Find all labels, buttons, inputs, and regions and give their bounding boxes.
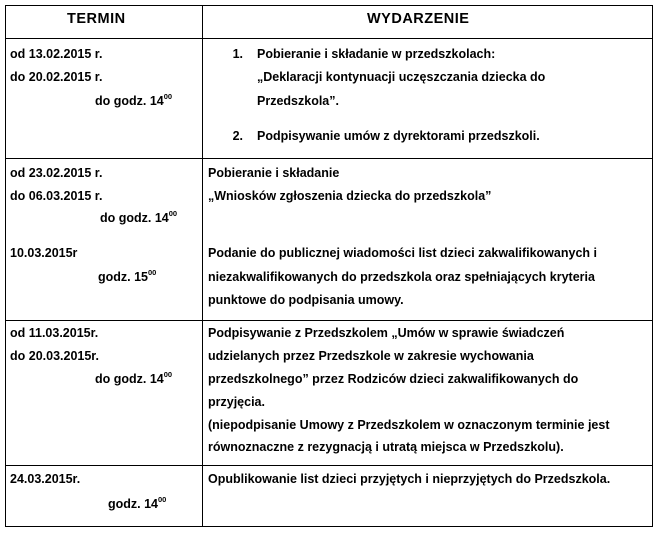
header-termin: TERMIN	[67, 11, 126, 27]
date-to: do 06.03.2015 r.	[10, 189, 103, 203]
row-divider	[5, 465, 653, 466]
event-line: Pobieranie i składanie	[208, 166, 340, 180]
deadline-time: do godz. $14^{00}$	[95, 92, 173, 108]
table-border-top	[5, 5, 653, 6]
publication-time: godz. $14^{00}$	[108, 495, 167, 511]
deadline-time: do godz. $14^{00}$	[100, 209, 178, 225]
table-border-bottom	[5, 526, 653, 527]
event-line: przedszkolnego” przez Rodziców dzieci zakwalifikowanych do	[208, 372, 579, 386]
event-line: „Deklaracji kontynuacji uczęszczania dziecka do	[257, 70, 546, 84]
deadline-time: do godz. $14^{00}$	[95, 370, 173, 386]
table-border-right	[652, 5, 653, 527]
date-from: od 23.02.2015 r.	[10, 166, 103, 180]
event-line: punktowe do podpisania umowy.	[208, 293, 404, 307]
event-line: równoznaczne z rezygnacją i utratą miejsca w Przedszkolu).	[208, 440, 564, 454]
announcement-date: 10.03.2015r	[10, 246, 78, 260]
column-divider	[202, 5, 203, 527]
list-number: 2.	[232, 129, 243, 143]
event-line: Pobieranie i składanie w przedszkolach:	[257, 47, 496, 61]
date-to: do 20.02.2015 r.	[10, 70, 103, 84]
header-wydarzenie: WYDARZENIE	[367, 11, 470, 27]
date-from: od 13.02.2015 r.	[10, 47, 103, 61]
event-line: Opublikowanie list dzieci przyjętych i nieprzyjętych do Przedszkola.	[208, 472, 611, 486]
date-to: do 20.03.2015r.	[10, 349, 99, 363]
event-line: „Wniosków zgłoszenia dziecka do przedszkola”	[208, 189, 492, 203]
event-line: Podpisywanie z Przedszkolem „Umów w sprawie świadczeń	[208, 326, 565, 340]
list-number: 1.	[232, 47, 243, 61]
announcement-time: godz. $15^{00}$	[98, 268, 157, 284]
publication-date: 24.03.2015r.	[10, 472, 81, 486]
header-divider	[5, 38, 653, 39]
event-line: niezakwalifikowanych do przedszkola oraz spełniających kryteria	[208, 270, 595, 284]
row-divider	[5, 320, 653, 321]
event-line: Przedszkola”.	[257, 94, 339, 108]
table-border-left	[5, 5, 6, 527]
date-from: od 11.03.2015r.	[10, 326, 99, 340]
event-line: przyjęcia.	[208, 395, 265, 409]
row-divider	[5, 158, 653, 159]
event-line: Podanie do publicznej wiadomości list dzieci zakwalifikowanych i	[208, 246, 597, 260]
event-line: Podpisywanie umów z dyrektorami przedszkoli.	[257, 129, 540, 143]
event-line: (niepodpisanie Umowy z Przedszkolem w oznaczonym terminie jest	[208, 418, 610, 432]
event-line: udzielanych przez Przedszkole w zakresie wychowania	[208, 349, 534, 363]
